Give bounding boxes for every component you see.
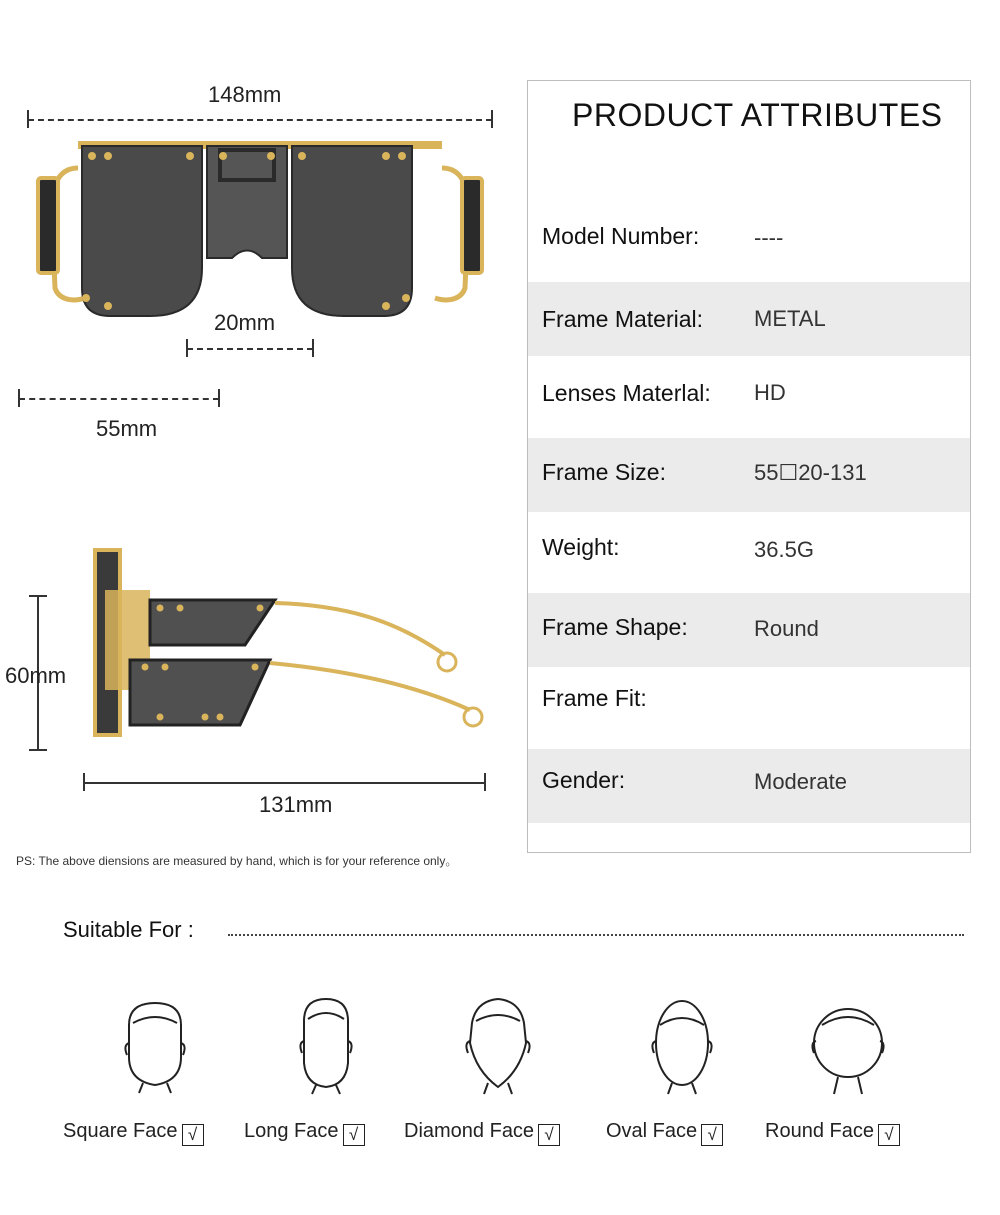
attribute-label: Model Number: bbox=[542, 223, 700, 249]
attribute-value: ---- bbox=[754, 225, 784, 250]
lens-height-label: 60mm bbox=[5, 663, 67, 688]
total-width-tick-right bbox=[491, 110, 493, 128]
checkbox-icon: √ bbox=[878, 1124, 900, 1146]
face-label-round: Round Face √ bbox=[765, 1120, 900, 1146]
attribute-value: METAL bbox=[754, 306, 826, 331]
square-face-icon bbox=[115, 995, 195, 1095]
bridge-tick-left bbox=[186, 339, 188, 357]
attribute-label: Frame Shape: bbox=[542, 614, 688, 640]
lens-height-tick-bottom bbox=[29, 749, 47, 751]
attribute-row bbox=[528, 667, 970, 749]
attribute-label: Gender: bbox=[542, 767, 626, 793]
checkbox-icon: √ bbox=[538, 1124, 560, 1146]
temple-length-line bbox=[84, 782, 486, 784]
lens-width-tick-right bbox=[218, 389, 220, 407]
attribute-label: Frame Material: bbox=[542, 306, 704, 332]
long-face-icon bbox=[286, 995, 366, 1095]
dotted-divider bbox=[228, 934, 964, 936]
measurement-note: PS: The above diensions are measured by hand, which is for your reference only。 bbox=[16, 854, 458, 868]
product-attributes-panel bbox=[527, 80, 971, 853]
temple-length-tick-left bbox=[83, 773, 85, 791]
attribute-row bbox=[528, 197, 970, 281]
suitable-for-title: Suitable For : bbox=[63, 917, 194, 942]
total-width-label: 148mm bbox=[208, 82, 282, 107]
checkbox-icon: √ bbox=[343, 1124, 365, 1146]
lens-width-line bbox=[19, 398, 219, 400]
attribute-row bbox=[528, 749, 970, 823]
attribute-row bbox=[528, 282, 970, 356]
lens-width-label: 55mm bbox=[96, 416, 158, 441]
attribute-value: HD bbox=[754, 380, 786, 405]
attribute-value: Moderate bbox=[754, 769, 847, 794]
attribute-row bbox=[528, 356, 970, 438]
diamond-face-icon bbox=[458, 995, 538, 1095]
total-width-line bbox=[28, 119, 492, 121]
attribute-row bbox=[528, 593, 970, 667]
bridge-label: 20mm bbox=[214, 310, 276, 335]
oval-face-icon bbox=[642, 995, 722, 1095]
attribute-label: Weight: bbox=[542, 534, 620, 560]
total-width-tick-left bbox=[27, 110, 29, 128]
face-label-diamond: Diamond Face √ bbox=[404, 1120, 560, 1146]
temple-length-tick-right bbox=[484, 773, 486, 791]
attribute-label: Lenses Materlal: bbox=[542, 380, 711, 406]
temple-length-label: 131mm bbox=[259, 792, 333, 817]
attribute-row bbox=[528, 512, 970, 592]
attribute-value: Round bbox=[754, 616, 819, 641]
checkbox-icon: √ bbox=[182, 1124, 204, 1146]
checkbox-icon: √ bbox=[701, 1124, 723, 1146]
bridge-line bbox=[187, 348, 313, 350]
face-label-long: Long Face √ bbox=[244, 1120, 365, 1146]
bridge-tick-right bbox=[312, 339, 314, 357]
attribute-label: Frame Fit: bbox=[542, 685, 647, 711]
face-label-square: Square Face √ bbox=[63, 1120, 204, 1146]
attribute-value: 55☐20-131 bbox=[754, 460, 867, 485]
sunglasses-side-image bbox=[85, 545, 490, 740]
lens-width-tick-left bbox=[18, 389, 20, 407]
attribute-value: 36.5G bbox=[754, 537, 814, 562]
attribute-label: Frame Size: bbox=[542, 459, 666, 485]
sunglasses-front-image bbox=[30, 138, 490, 323]
round-face-icon bbox=[808, 995, 888, 1095]
face-label-oval: Oval Face √ bbox=[606, 1120, 723, 1146]
attributes-title: PRODUCT ATTRIBUTES bbox=[572, 97, 943, 133]
attribute-row bbox=[528, 438, 970, 512]
lens-height-tick-top bbox=[29, 595, 47, 597]
